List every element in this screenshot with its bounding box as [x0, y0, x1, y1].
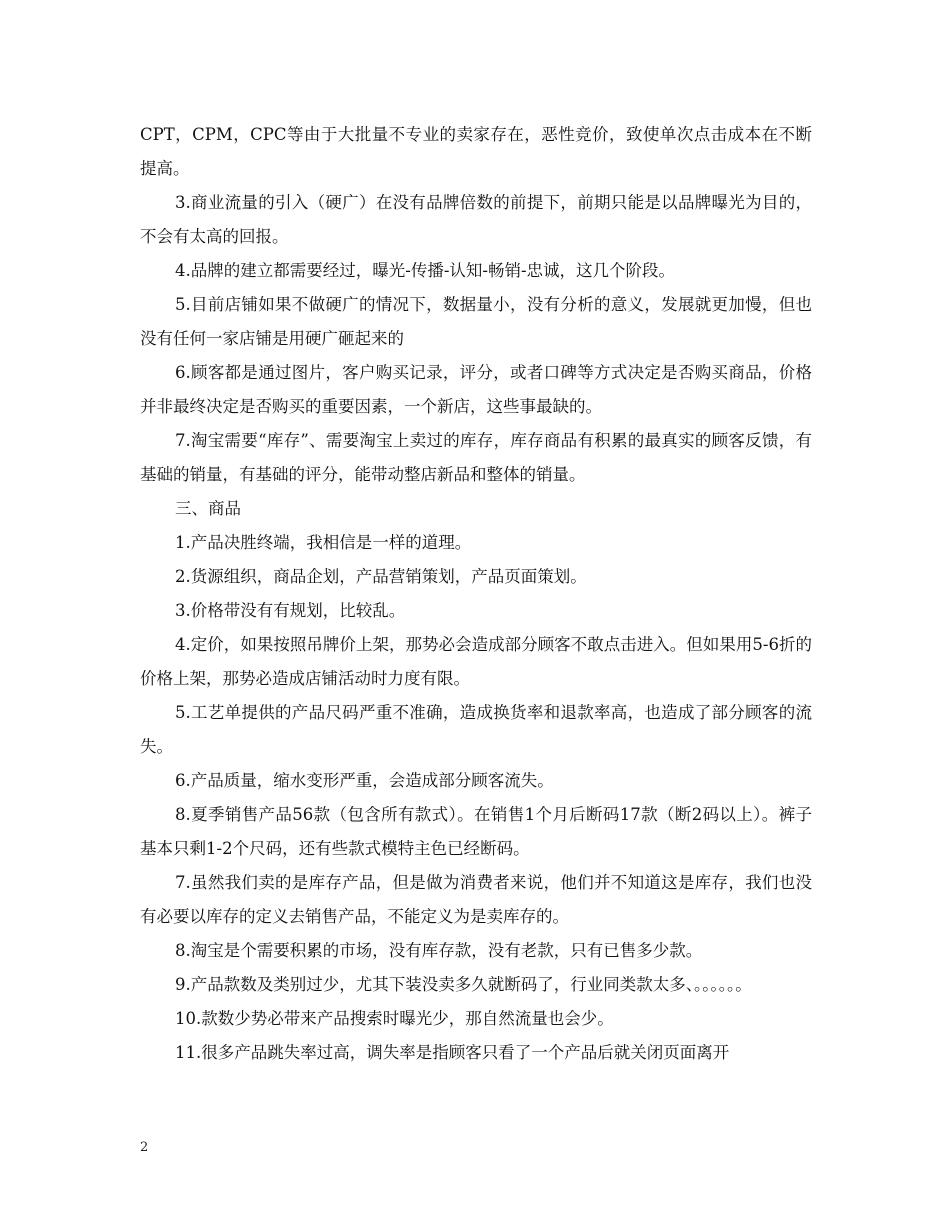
- paragraph: 5.目前店铺如果不做硬广的情况下，数据量小，没有分析的意义，发展就更加慢，但也没有任何一家店铺是用硬广砸起来的: [140, 295, 812, 348]
- paragraph: 4.定价，如果按照吊牌价上架，那势必会造成部分顾客不敢点击进入。但如果用5-6折的价格上架，那势必造成店铺活动时力度有限。: [140, 635, 812, 688]
- body-text: [140, 118, 812, 1070]
- paragraph: 三、商品: [175, 499, 241, 518]
- paragraph: 3.商业流量的引入（硬广）在没有品牌倍数的前提下，前期只能是以品牌曝光为目的，不会有太高的回报。: [140, 193, 812, 246]
- paragraph: 8.夏季销售产品56款（包含所有款式）。在销售1个月后断码17款（断2码以上）。裤子基本只剩1-2个尺码，还有些款式模特主色已经断码。: [140, 805, 812, 858]
- paragraph: 7.淘宝需要“库存”、需要淘宝上卖过的库存，库存商品有积累的最真实的顾客反馈，有基础的销量，有基础的评分，能带动整店新品和整体的销量。: [140, 431, 812, 484]
- paragraph: 6.产品质量，缩水变形严重，会造成部分顾客流失。: [175, 771, 554, 790]
- paragraph: 7.虽然我们卖的是库存产品，但是做为消费者来说，他们并不知道这是库存，我们也没有必要以库存的定义去销售产品，不能定义为是卖库存的。: [140, 873, 812, 926]
- paragraph: 9.产品款数及类别过少，尤其下装没卖多久就断码了，行业同类款太多、。。。。。。: [175, 975, 752, 994]
- paragraph: CPT，CPM，CPC等由于大批量不专业的卖家存在，恶性竞价，致使单次点击成本在不断提高。: [140, 125, 812, 178]
- paragraph: 6.顾客都是通过图片，客户购买记录，评分，或者口碑等方式决定是否购买商品，价格并非最终决定是否购买的重要因素，一个新店，这些事最缺的。: [140, 363, 812, 416]
- paragraph: 10.款数少势必带来产品搜索时曝光少，那自然流量也会少。: [175, 1009, 614, 1028]
- page-number: 2: [140, 1140, 149, 1155]
- paragraph: 11.很多产品跳失率过高，调失率是指顾客只看了一个产品后就关闭页面离开: [175, 1043, 730, 1062]
- paragraph: 5.工艺单提供的产品尺码严重不准确，造成换货率和退款率高，也造成了部分顾客的流失。: [140, 703, 812, 756]
- paragraph: 3.价格带没有有规划，比较乱。: [175, 601, 406, 620]
- paragraph: 1.产品决胜终端，我相信是一样的道理。: [175, 533, 472, 552]
- paragraph: 4.品牌的建立都需要经过，曝光-传播-认知-畅销-忠诚，这几个阶段。: [175, 261, 676, 280]
- paragraph: 2.货源组织，商品企划，产品营销策划，产品页面策划。: [175, 567, 587, 586]
- paragraph: 8.淘宝是个需要积累的市场，没有库存款，没有老款，只有已售多少款。: [175, 941, 703, 960]
